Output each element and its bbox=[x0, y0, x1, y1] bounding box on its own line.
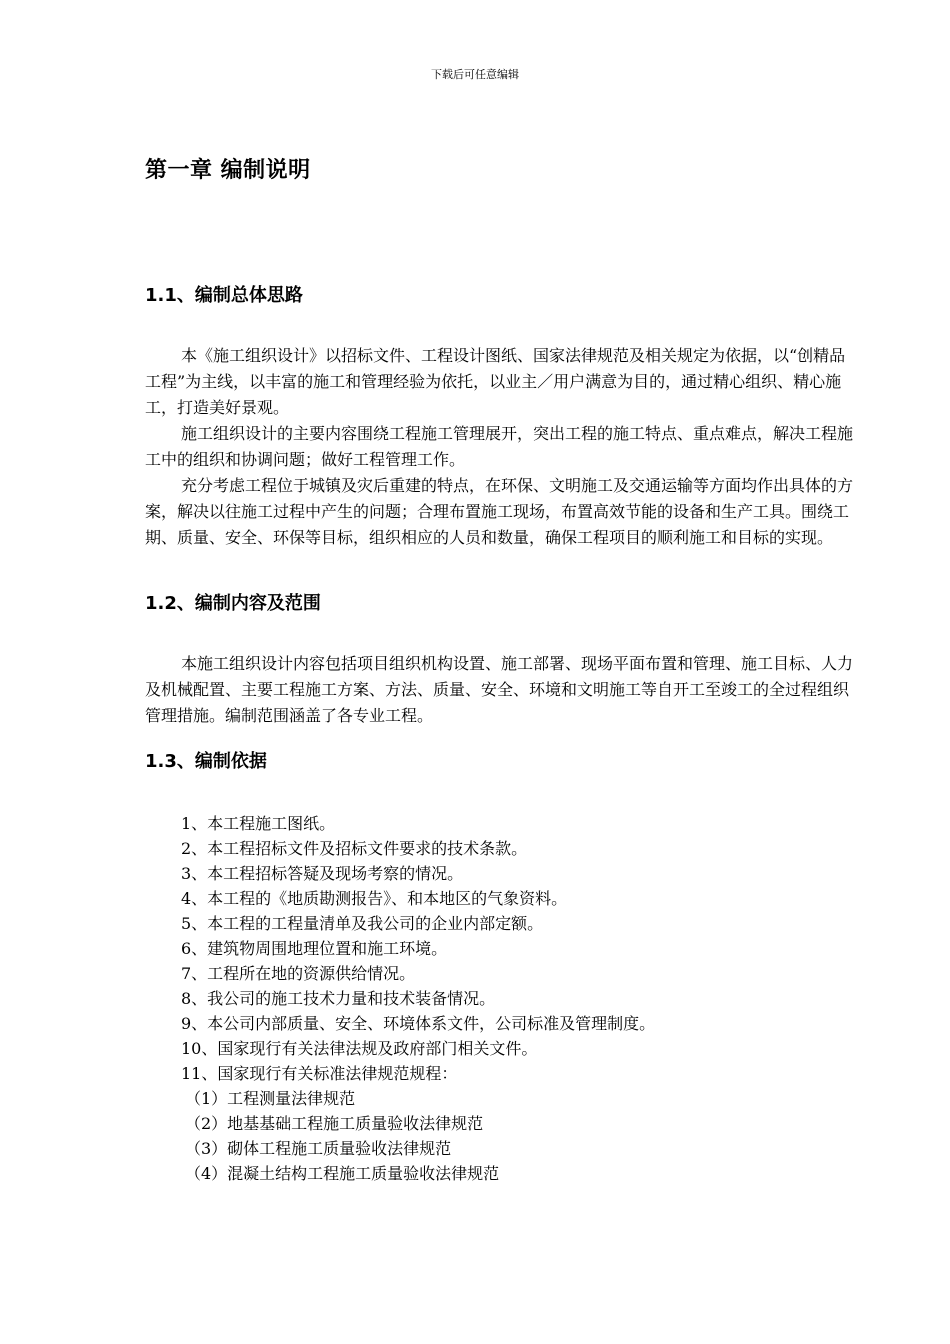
sub-list-item: （4）混凝土结构工程施工质量验收法律规范 bbox=[185, 1164, 500, 1183]
paragraph: 充分考虑工程位于城镇及灾后重建的特点，在环保、文明施工及交通运输等方面均作出具体的方案，解决以往施工过程中产生的问题；合理布置施工现场，布置高效节能的设备和生产工具。围绕工期、质量、安全、环保等目标，组织相应的人员和数量，确保工程项目的顺利施工和目标的实现。 bbox=[145, 476, 854, 547]
sub-list-item: （2）地基基础工程施工质量验收法律规范 bbox=[185, 1114, 484, 1133]
list-item: 2、本工程招标文件及招标文件要求的技术条款。 bbox=[181, 839, 528, 858]
list-item: 6、建筑物周围地理位置和施工环境。 bbox=[181, 939, 448, 958]
paragraph: 施工组织设计的主要内容围绕工程施工管理展开，突出工程的施工特点、重点难点，解决工程施工中的组织和协调问题；做好工程管理工作。 bbox=[145, 424, 854, 469]
section-title-1-3: 1.3、编制依据 bbox=[145, 751, 267, 772]
sub-list-item: （1）工程测量法律规范 bbox=[185, 1089, 356, 1108]
list-item: 5、本工程的工程量清单及我公司的企业内部定额。 bbox=[181, 914, 544, 933]
list-item: 11、国家现行有关标准法律规范规程： bbox=[181, 1064, 458, 1083]
section-title-1-1: 1.1、编制总体思路 bbox=[145, 285, 303, 306]
chapter-title: 第一章 编制说明 bbox=[145, 158, 311, 183]
list-item: 8、我公司的施工技术力量和技术装备情况。 bbox=[181, 989, 496, 1008]
list-item: 9、本公司内部质量、安全、环境体系文件，公司标准及管理制度。 bbox=[181, 1014, 656, 1033]
list-item: 10、国家现行有关法律法规及政府部门相关文件。 bbox=[181, 1039, 538, 1058]
list-item: 3、本工程招标答疑及现场考察的情况。 bbox=[181, 864, 464, 883]
basis-list bbox=[181, 811, 655, 1186]
section-title-1-2: 1.2、编制内容及范围 bbox=[145, 593, 321, 614]
list-item: 1、本工程施工图纸。 bbox=[181, 814, 336, 833]
page-header: 下载后可任意编辑 bbox=[431, 68, 519, 81]
paragraph: 本施工组织设计内容包括项目组织机构设置、施工部署、现场平面布置和管理、施工目标、人力及机械配置、主要工程施工方案、方法、质量、安全、环境和文明施工等自开工至竣工的全过程组织管理措施。编制范围涵盖了各专业工程。 bbox=[145, 654, 854, 725]
paragraph: 本《施工组织设计》以招标文件、工程设计图纸、国家法律规范及相关规定为依据，以“创精品工程”为主线，以丰富的施工和管理经验为依托，以业主／用户满意为目的，通过精心组织、精心施工，打造美好景观。 bbox=[145, 346, 846, 417]
section-1-2-body bbox=[145, 651, 855, 729]
section-1-1-body bbox=[145, 343, 855, 551]
list-item: 7、工程所在地的资源供给情况。 bbox=[181, 964, 416, 983]
sub-list-item: （3）砌体工程施工质量验收法律规范 bbox=[185, 1139, 452, 1158]
list-item: 4、本工程的《地质勘测报告》、和本地区的气象资料。 bbox=[181, 889, 568, 908]
